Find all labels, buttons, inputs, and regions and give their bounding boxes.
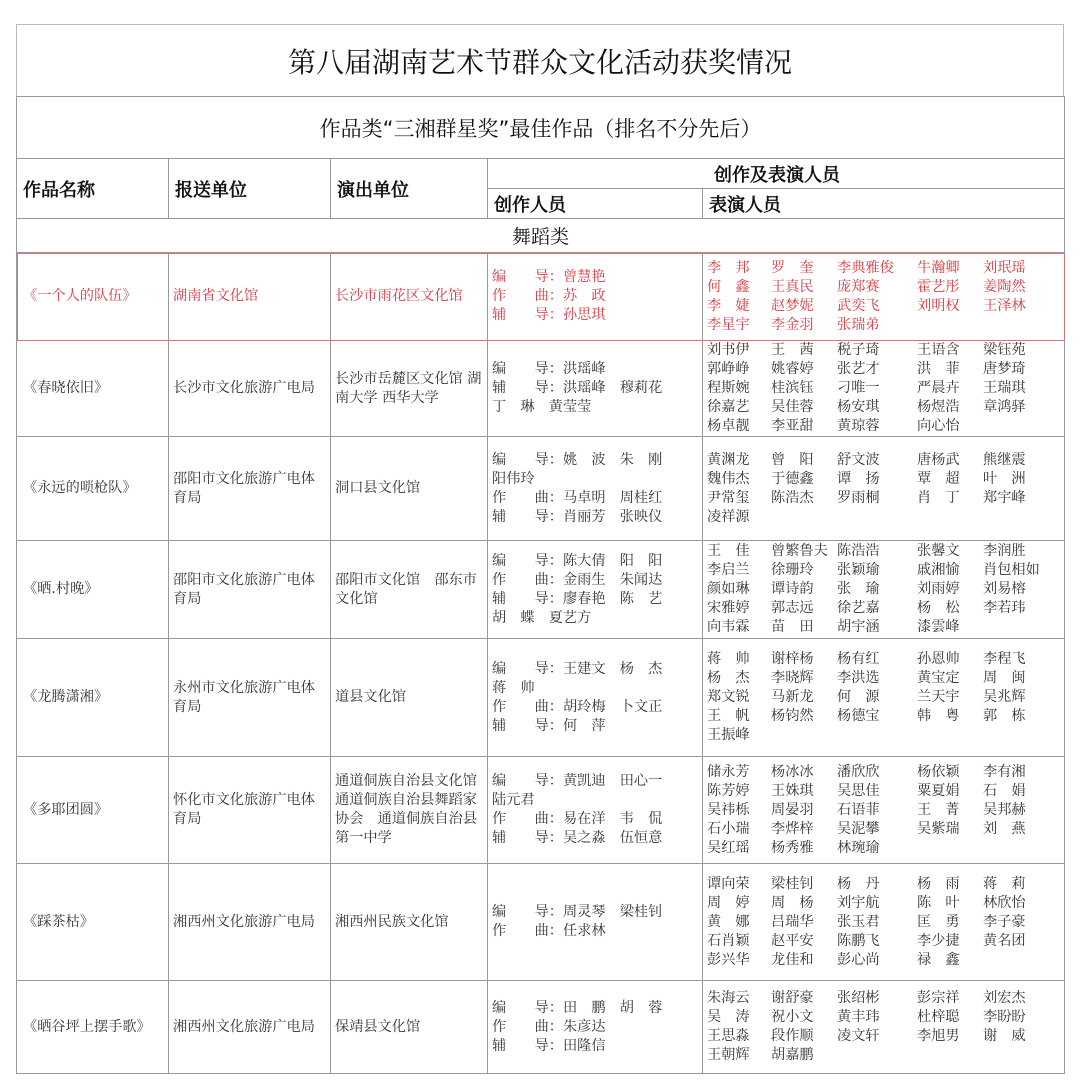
submitter-unit: 长沙市文化旅游广电局 [169,341,331,437]
performer-name: 凌文轩 [837,1028,880,1044]
header-creators: 创作人员 [488,189,703,219]
creator-line: 编 导：田 鹏 胡 蓉 [492,999,663,1016]
performer-name: 李亚甜 [771,418,814,434]
performer-name: 桂滨钰 [771,380,814,396]
performer-name: 张颖瑜 [837,562,880,578]
performer-name: 徐艺嘉 [837,600,880,616]
performer-name: 王真民 [771,278,814,295]
performer-name: 郑文锐 [707,689,750,705]
creators-cell [488,541,703,639]
performer-name: 周 婷 [707,894,750,911]
performer-name: 凌祥源 [707,508,750,525]
performers-cell [703,639,1065,757]
performer-name: 郭志远 [771,600,814,616]
performer-name: 刘 燕 [983,820,1026,837]
performer-name: 何 鑫 [707,278,750,295]
performer-name: 郭峥峥 [707,361,750,377]
creator-line: 辅 导：肖丽芳 张映仪 [492,508,663,525]
header-submitter: 报送单位 [169,159,331,219]
creator-line: 编 导：黄凯迪 田心一 [492,773,663,789]
performer-name: 章鸿驿 [983,399,1026,415]
performer-name: 彭兴华 [707,951,750,968]
creator-line: 辅 导：吴之淼 伍恒意 [492,830,663,846]
performer-name: 曾繁鲁夫 [771,543,828,559]
work-name: 《晒.村晚》 [17,541,169,639]
performer-name: 张瑞弟 [837,316,880,333]
performer-name: 陈鹏飞 [837,932,880,949]
performer-name: 张玉君 [837,913,880,930]
performer-name: 庞郑赛 [837,278,880,295]
creator-line: 作 曲：马卓明 周桂红 [492,489,663,506]
creator-line: 作 曲：胡玲梅 卜文正 [492,698,663,715]
performer-name: 杜梓聪 [917,1009,960,1025]
performer-name: 税子琦 [837,342,880,358]
performer-name: 罗 奎 [771,259,814,276]
performer-name: 吕瑞华 [771,913,814,930]
submitter-unit: 怀化市文化旅游广电体育局 [169,757,331,864]
header-work: 作品名称 [17,159,169,219]
performer-name: 李 婕 [707,297,750,314]
performer-name: 刘宇航 [837,894,880,911]
table-row [17,341,1065,437]
submitter-unit: 湖南省文化馆 [169,253,331,341]
creator-line: 胡 蝶 夏艺方 [492,609,592,626]
performer-name: 赵平安 [771,932,814,949]
performer-name: 杨德宝 [837,708,880,724]
performer-name: 段作顺 [771,1028,814,1044]
performer-name: 苗 田 [771,619,814,635]
performer-name: 杨 丹 [837,875,880,892]
performer-name: 王 佳 [707,543,750,559]
performer-name: 刘雨婷 [917,581,960,597]
performer-name: 黄宝定 [917,670,960,686]
table-row [17,253,1065,341]
performer-name: 张馨文 [917,543,960,559]
work-name: 《春晓依旧》 [17,341,169,437]
performer-name: 杨有红 [837,651,880,667]
performer-name: 唐杨武 [917,451,960,468]
performers-cell [703,341,1065,437]
table-row [17,757,1065,864]
performer-name: 周晏羽 [771,801,814,818]
performer-name: 洪 菲 [917,361,960,377]
work-name: 《一个人的队伍》 [17,253,169,341]
performer-name: 吴佳蓉 [771,399,814,415]
performer-unit: 长沙市岳麓区文化馆 湖南大学 西华大学 [331,341,488,437]
performer-name: 李星宇 [707,316,750,333]
performer-name: 罗雨桐 [837,489,880,506]
performers-cell [703,864,1065,981]
performer-name: 牛瀚卿 [917,259,960,276]
performer-name: 李子豪 [983,913,1026,930]
awards-table [16,96,1065,1074]
performer-unit: 长沙市雨花区文化馆 [331,253,488,341]
performer-name: 杨依颖 [917,763,960,780]
submitter-unit: 湘西州文化旅游广电局 [169,981,331,1074]
performers-cell [703,981,1065,1074]
performer-name: 孙恩帅 [917,651,960,667]
performer-name: 李金羽 [771,316,814,333]
performer-name: 王泽林 [983,297,1026,314]
table-row [17,981,1065,1074]
performer-name: 向韦霖 [707,619,750,635]
performer-name: 刘易榕 [983,581,1026,597]
table-row [17,437,1065,541]
creator-line: 作 曲：朱彦达 [492,1018,606,1035]
performer-name: 杨 雨 [917,875,960,892]
creator-line: 辅 导：洪瑶峰 穆莉花 [492,380,663,396]
performer-name: 覃 超 [917,470,960,487]
performer-name: 吴思佳 [837,782,880,799]
performer-name: 林欣怡 [983,894,1026,911]
performer-name: 曾 阳 [771,451,814,468]
creator-line: 作 曲：任求林 [492,923,606,939]
performer-name: 杨钧然 [771,708,814,724]
creator-line: 编 导：周灵琴 梁桂钊 [492,904,663,920]
performer-name: 戚湘愉 [917,562,960,578]
performer-name: 刁唯一 [837,380,880,396]
header-performers: 表演人员 [703,189,1065,219]
performer-name: 吴祎栎 [707,801,750,818]
performer-name: 肖 丁 [917,489,960,506]
category-label: 舞蹈类 [17,219,1065,253]
performer-name: 陈芳婷 [707,782,750,799]
performer-name: 朱海云 [707,990,750,1006]
performer-name: 王思淼 [707,1028,750,1044]
performer-name: 李润胜 [983,543,1026,559]
performer-name: 龙佳和 [771,951,814,968]
performers-cell [703,757,1065,864]
creator-line: 编 导：洪瑶峰 [492,361,606,377]
creators-cell [488,639,703,757]
performer-name: 匡 勇 [917,913,960,930]
performer-name: 吴邦赫 [983,801,1026,818]
creator-line: 辅 导：孙思琪 [492,307,606,323]
submitter-unit: 永州市文化旅游广电体育局 [169,639,331,757]
performer-name: 杨冰冰 [771,763,814,780]
creator-line: 阳伟玲 [492,470,535,487]
performer-name: 张绍彬 [837,990,880,1006]
creator-line: 辅 导：廖春艳 陈 艺 [492,590,663,607]
performer-name: 黄琼蓉 [837,418,880,434]
performer-name: 黄丰玮 [837,1009,880,1025]
work-name: 《多耶团圆》 [17,757,169,864]
performer-name: 刘宏杰 [983,990,1026,1006]
performer-name: 蒋 帅 [707,651,750,667]
creator-line: 作 曲：金雨生 朱闻达 [492,571,663,588]
performer-name: 陈浩杰 [771,489,814,506]
work-name: 《晒谷坪上摆手歌》 [17,981,169,1074]
performer-name: 石肖颖 [707,932,750,949]
performer-name: 李晓辉 [771,670,814,686]
performer-name: 徐珊玲 [771,562,814,578]
performer-name: 尹常玺 [707,489,750,506]
performer-name: 周 杨 [771,894,814,911]
performers-cell [703,437,1065,541]
creator-line: 编 导：曾慧艳 [492,269,606,285]
work-name: 《永远的唢枪队》 [17,437,169,541]
table-row [17,864,1065,981]
performer-name: 粟夏娟 [917,782,960,799]
table-row [17,541,1065,639]
performer-name: 陈浩浩 [837,543,880,559]
performer-name: 李若玮 [983,600,1026,616]
work-name: 《龙腾潇湘》 [17,639,169,757]
performer-name: 郭 栋 [983,708,1026,724]
performer-name: 谢梓杨 [771,651,814,667]
submitter-unit: 湘西州文化旅游广电局 [169,864,331,981]
performer-name: 王姝琪 [771,782,814,799]
performer-name: 吴 涛 [707,1009,750,1025]
creator-line: 丁 琳 黄莹莹 [492,399,592,415]
performer-name: 杨秀雅 [771,839,814,856]
performer-name: 李烨梓 [771,820,814,837]
performers-cell [703,541,1065,639]
performer-name: 熊继震 [983,451,1026,468]
creator-line: 辅 导：何 萍 [492,717,606,734]
performer-name: 刘明权 [917,297,960,314]
performer-name: 禄 鑫 [917,951,960,968]
table-subtitle: 作品类“三湘群星奖”最佳作品（排名不分先后） [17,97,1065,159]
performer-name: 霍艺彤 [917,278,960,295]
performer-name: 陈 叶 [917,894,960,911]
creators-cell [488,341,703,437]
performer-name: 郑宇峰 [983,489,1026,506]
performer-name: 石语菲 [837,801,880,818]
performer-name: 魏伟杰 [707,470,750,487]
performer-name: 谭 扬 [837,470,880,487]
performer-name: 张 瑜 [837,581,880,597]
performer-name: 谢舒豪 [771,990,814,1006]
performer-name: 李启兰 [707,562,750,578]
performer-name: 李少捷 [917,932,960,949]
performer-name: 杨煜浩 [917,399,960,415]
header-performer-unit: 演出单位 [331,159,488,219]
performer-name: 胡嘉鹏 [771,1047,814,1063]
performer-name: 漆雲峰 [917,619,960,635]
performer-name: 李洪选 [837,670,880,686]
performer-name: 姚睿婷 [771,361,814,377]
performer-name: 叶 洲 [983,470,1026,487]
performer-name: 李旭男 [917,1028,960,1044]
creator-line: 作 曲：易在洋 韦 侃 [492,811,663,827]
creators-cell [488,864,703,981]
performer-name: 吴泥攀 [837,820,880,837]
submitter-unit: 邵阳市文化旅游广电体育局 [169,437,331,541]
creators-cell [488,757,703,864]
performer-name: 颜如琳 [707,581,750,597]
performer-name: 王瑞琪 [983,380,1026,396]
creators-cell [488,437,703,541]
performer-name: 杨卓靓 [707,418,750,434]
performer-name: 李盼盼 [983,1009,1026,1025]
performer-name: 蒋 莉 [983,875,1026,892]
performer-name: 王振峰 [707,727,750,743]
performer-name: 王 帆 [707,708,750,724]
performer-name: 潘欣欣 [837,763,880,780]
performer-name: 于德鑫 [771,470,814,487]
work-name: 《踩茶枯》 [17,864,169,981]
performer-unit: 道县文化馆 [331,639,488,757]
performer-unit: 湘西州民族文化馆 [331,864,488,981]
performer-name: 程斯婉 [707,380,750,396]
performers-cell [703,253,1065,341]
performer-name: 肖包相如 [983,562,1040,578]
performer-name: 祝小文 [771,1009,814,1025]
performer-name: 梁钰苑 [983,342,1026,358]
performer-name: 石 娟 [983,782,1026,799]
performer-name: 石小瑞 [707,820,750,837]
performer-unit: 保靖县文化馆 [331,981,488,1074]
performer-name: 王语含 [917,342,960,358]
performer-name: 舒文波 [837,451,880,468]
performer-name: 王 茜 [771,342,814,358]
creator-line: 辅 导：田隆信 [492,1037,606,1054]
performer-name: 谭向荣 [707,875,750,892]
performer-unit: 邵阳市文化馆 邵东市文化馆 [331,541,488,639]
performer-name: 黄 娜 [707,913,750,930]
table-row [17,639,1065,757]
performer-name: 王朝辉 [707,1047,750,1063]
creators-cell [488,253,703,341]
performer-name: 彭宗祥 [917,990,960,1006]
performer-name: 唐梦琦 [983,361,1026,377]
performer-name: 韩 粤 [917,708,960,724]
performer-unit: 洞口县文化馆 [331,437,488,541]
performer-name: 刘珉瑶 [983,259,1026,276]
performer-name: 王 菁 [917,801,960,818]
creator-line: 编 导：王建文 杨 杰 [492,660,663,677]
performer-name: 李典雅俊 [837,259,894,276]
performer-name: 兰天宇 [917,689,960,705]
performer-name: 梁桂钊 [771,875,814,892]
performer-name: 储永芳 [707,763,750,780]
performer-name: 谭诗韵 [771,581,814,597]
performer-name: 张艺才 [837,361,880,377]
performer-name: 李 邦 [707,259,750,276]
header-staff: 创作及表演人员 [488,159,1065,189]
performer-name: 姜陶然 [983,278,1026,295]
creator-line: 编 导：姚 波 朱 刚 [492,451,663,468]
creator-line: 陆元君 [492,792,535,808]
performer-name: 林琬瑜 [837,839,880,856]
performer-name: 宋雅婷 [707,600,750,616]
performer-name: 杨 松 [917,600,960,616]
page-title: 第八届湖南艺术节群众文化活动获奖情况 [16,24,1064,96]
performer-name: 李有湘 [983,763,1026,780]
performer-name: 胡宇涵 [837,619,880,635]
performer-name: 周 闽 [983,670,1026,686]
creator-line: 蒋 帅 [492,679,535,696]
performer-name: 杨 杰 [707,670,750,686]
performer-name: 马新龙 [771,689,814,705]
performer-name: 吴红瑶 [707,839,750,856]
performer-name: 严晨卉 [917,380,960,396]
performer-name: 向心怡 [917,418,960,434]
performer-name: 李程飞 [983,651,1026,667]
performer-name: 武奕飞 [837,297,880,314]
performer-name: 吴紫瑞 [917,820,960,837]
creator-line: 作 曲：苏 政 [492,288,606,304]
creator-line: 编 导：陈大倩 阳 阳 [492,552,663,569]
submitter-unit: 邵阳市文化旅游广电体育局 [169,541,331,639]
creators-cell [488,981,703,1074]
performer-name: 黄渊龙 [707,451,750,468]
performer-name: 刘书伊 [707,342,750,358]
performer-name: 彭心尚 [837,951,880,968]
performer-name: 吴兆辉 [983,689,1026,705]
performer-name: 赵梦妮 [771,297,814,314]
performer-unit: 通道侗族自治县文化馆 通道侗族自治县舞蹈家协会 通道侗族自治县第一中学 [331,757,488,864]
performer-name: 谢 威 [983,1028,1026,1044]
performer-name: 黄名团 [983,932,1026,949]
performer-name: 何 源 [837,689,880,705]
performer-name: 杨安琪 [837,399,880,415]
performer-name: 徐嘉艺 [707,399,750,415]
